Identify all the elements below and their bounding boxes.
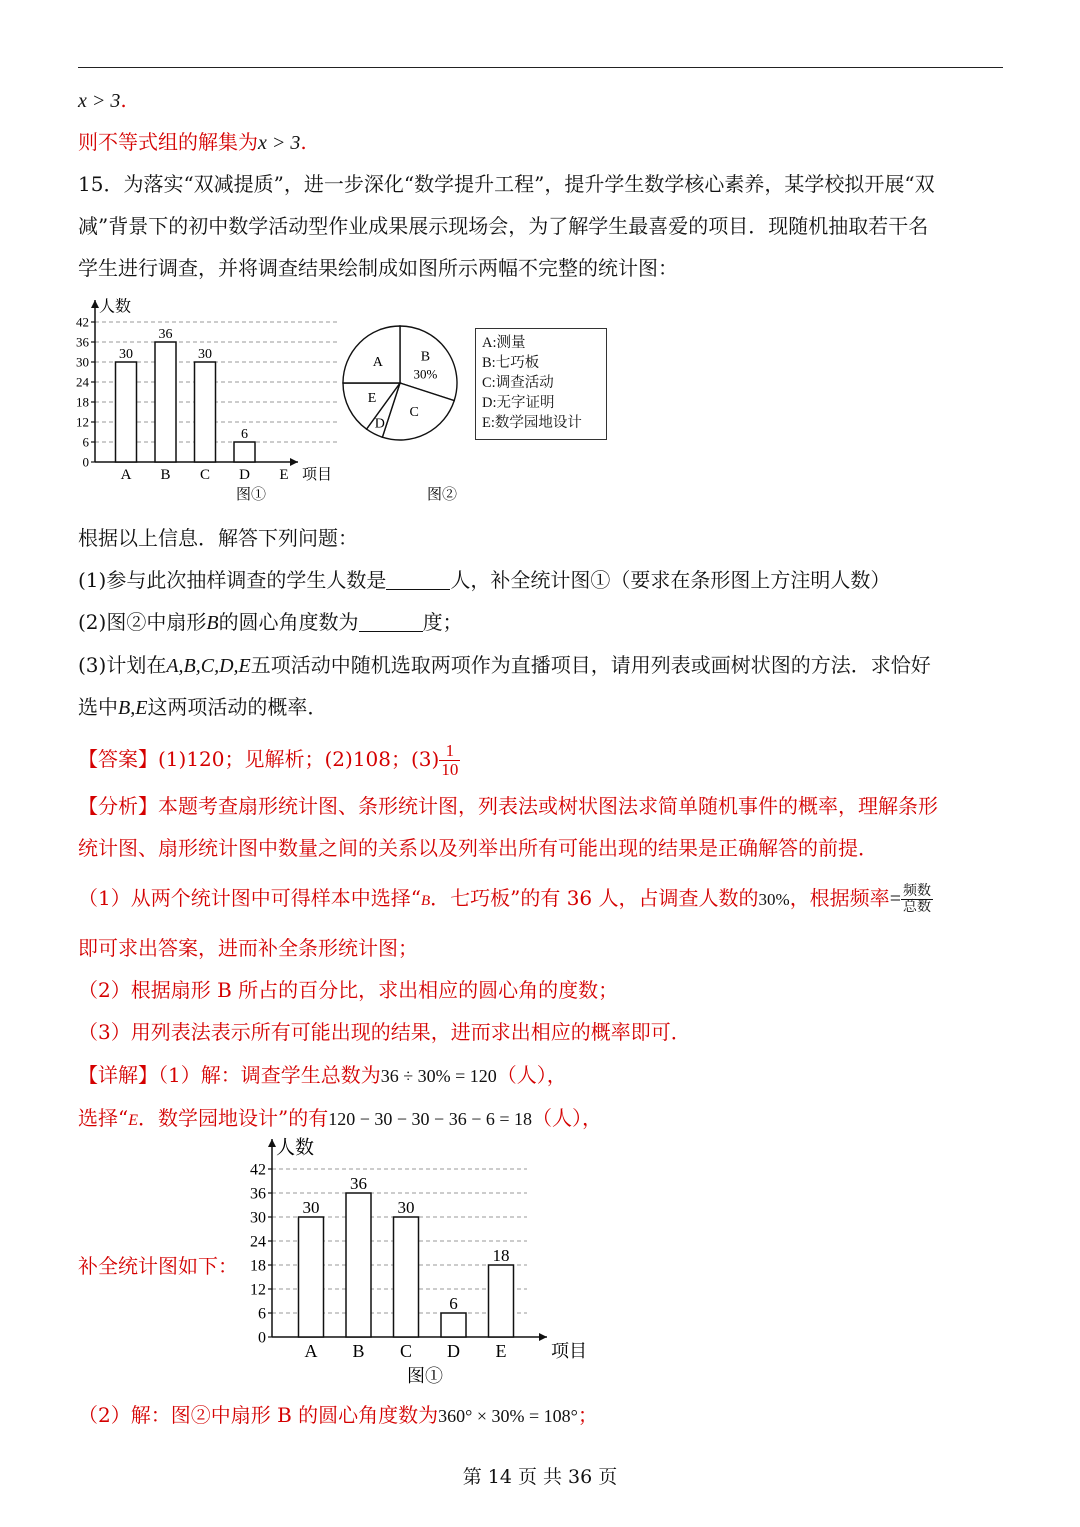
frequency-fraction: $\frac{\text{频数}}{\text{总数}}$ [902,884,931,915]
bar [394,1217,419,1337]
x-tick-label: A [120,467,132,483]
x-tick-label: A [304,1341,318,1361]
y-tick-label: 42 [250,1161,266,1179]
bar-value-label: 36 [158,327,173,342]
bar-value-label: 6 [241,427,248,442]
answer-blank[interactable] [386,569,450,590]
chart-title: 图① [407,1366,443,1386]
analysis-p1: （1）从两个统计图中可得样本中选择“B．七巧板”的有 36 人，占调查人数的30%，根据频率= $\frac{\text{频数}}{\text{总数}}$ [78,884,931,915]
prev-line-2: 则不等式组的解集为x > 3. [78,130,307,154]
answer-fraction: $\frac{1}{10}$ [441,741,459,779]
x-axis-label: 项目 [302,467,333,483]
chart-title: 图② [426,487,458,503]
q2: (2)图②中扇形B的圆心角度数为 度； [78,610,463,634]
bar-value-label: 18 [492,1246,510,1265]
y-axis-arrow [268,1139,276,1147]
chart-title: 图① [235,487,267,503]
x-axis-arrow [290,458,298,466]
y-tick-label: 18 [76,394,89,410]
legend-item: B:七巧板 [482,355,540,371]
bar-value-label: 6 [449,1294,458,1313]
analysis-p1-cont: 即可求出答案，进而补全条形统计图； [78,936,418,960]
analysis-p3: （3）用列表法表示所有可能出现的结果，进而求出相应的概率即可． [78,1020,691,1044]
y-tick-label: 0 [82,454,89,470]
question-line-3: 学生进行调查，并将调查结果绘制成如图所示两幅不完整的统计图： [78,256,678,280]
x-axis-arrow [539,1333,547,1341]
y-tick-label: 42 [76,314,89,330]
x-tick-label: B [352,1341,365,1361]
detail-line-4: （2）解：图②中扇形 B 的圆心角度数为360° × 30% = 108°； [78,1403,598,1427]
bar [234,442,255,462]
bar-value-label: 30 [198,347,212,362]
y-tick-label: 36 [76,334,89,350]
y-tick-label: 36 [250,1185,266,1203]
pie-chart [330,318,470,508]
bar [299,1217,324,1337]
bar [195,362,216,462]
y-tick-label: 30 [250,1209,266,1227]
x-tick-label: C [199,467,211,483]
y-tick-label: 12 [250,1281,266,1299]
y-axis-label: 人数 [99,298,132,316]
y-axis-arrow [91,300,99,308]
analysis-p2: （2）根据扇形 B 所占的百分比，求出相应的圆心角的度数； [78,978,619,1002]
x-axis-label: 项目 [551,1341,587,1361]
y-tick-label: 18 [250,1257,266,1275]
q1: (1)参与此次抽样调查的学生人数是 人，补全统计图①（要求在条形图上方注明人数） [78,568,891,592]
x-tick-label: E [279,467,289,483]
bar [155,342,176,462]
y-tick-label: 24 [250,1233,266,1251]
prompt: 根据以上信息．解答下列问题： [78,526,358,550]
slice-label: D [374,416,385,432]
y-tick-label: 0 [258,1329,266,1347]
y-tick-label: 12 [76,414,89,430]
answer-line: 【答案】(1)120；见解析；(2)108；(3) $\frac{1}{10}$ [78,741,459,779]
bar [346,1193,371,1337]
x-tick-label: D [239,467,250,483]
detail-line-1: 【详解】（1）解：调查学生总数为36 ÷ 30% = 120（人）， [78,1063,567,1087]
legend-item: E:数学园地设计 [482,415,582,431]
y-tick-label: 30 [76,354,89,370]
pie-slice [343,326,400,383]
y-tick-label: 6 [258,1305,266,1323]
bar-chart-1 [60,292,350,507]
bar [116,362,137,462]
bar [489,1265,514,1337]
detail-line-3: 补全统计图如下： [78,1254,238,1278]
bar-value-label: 30 [119,347,133,362]
x-tick-label: C [399,1341,413,1361]
question-line-1: 15．为落实“双减提质”，进一步深化“数学提升工程”，提升学生数学核心素养，某学校拟开展“双 [78,172,935,196]
x-tick-label: D [447,1341,460,1361]
question-line-2: 减”背景下的初中数学活动型作业成果展示现场会，为了解学生最喜爱的项目．现随机抽取若干名 [78,214,929,238]
legend-item: D:无字证明 [482,395,555,411]
x-tick-label: E [495,1341,507,1361]
bar [441,1313,466,1337]
y-axis-label: 人数 [276,1137,315,1159]
slice-label: B [420,349,431,365]
bar-chart-2 [235,1135,587,1395]
legend-item: C:调查活动 [482,375,554,391]
page-footer: 第 14 页 共 36 页 [462,1466,618,1488]
bar-value-label: 30 [302,1198,320,1217]
slice-label: E [367,391,377,407]
prev-line-1: x > 3. [78,88,127,112]
q3-line-1: (3)计划在A,B,C,D,E五项活动中随机选取两项作为直播项目，请用列表或画树状图的方法．求恰好 [78,653,931,677]
analysis-line-1: 【分析】本题考查扇形统计图、条形统计图，列表法或树状图法求简单随机事件的概率，理解条形 [78,794,938,818]
slice-label: C [409,404,419,420]
pie-legend [475,328,607,440]
legend-item: A:测量 [482,335,526,351]
detail-line-2: 选择“E．数学园地设计”的有120 − 30 − 30 − 36 − 6 = 18（人）， [78,1106,603,1130]
answer-blank[interactable] [359,611,423,632]
analysis-line-2: 统计图、扇形统计图中数量之间的关系以及列举出所有可能出现的结果是正确解答的前提． [78,836,878,860]
slice-label: A [372,354,383,370]
y-tick-label: 6 [82,434,89,450]
slice-percent-label: 30% [413,366,438,382]
x-tick-label: B [160,467,171,483]
bar-value-label: 30 [397,1198,415,1217]
header-rule [78,67,1003,68]
bar-value-label: 36 [350,1174,367,1193]
q3-line-2: 选中B,E这两项活动的概率． [78,695,328,719]
y-tick-label: 24 [76,374,89,390]
